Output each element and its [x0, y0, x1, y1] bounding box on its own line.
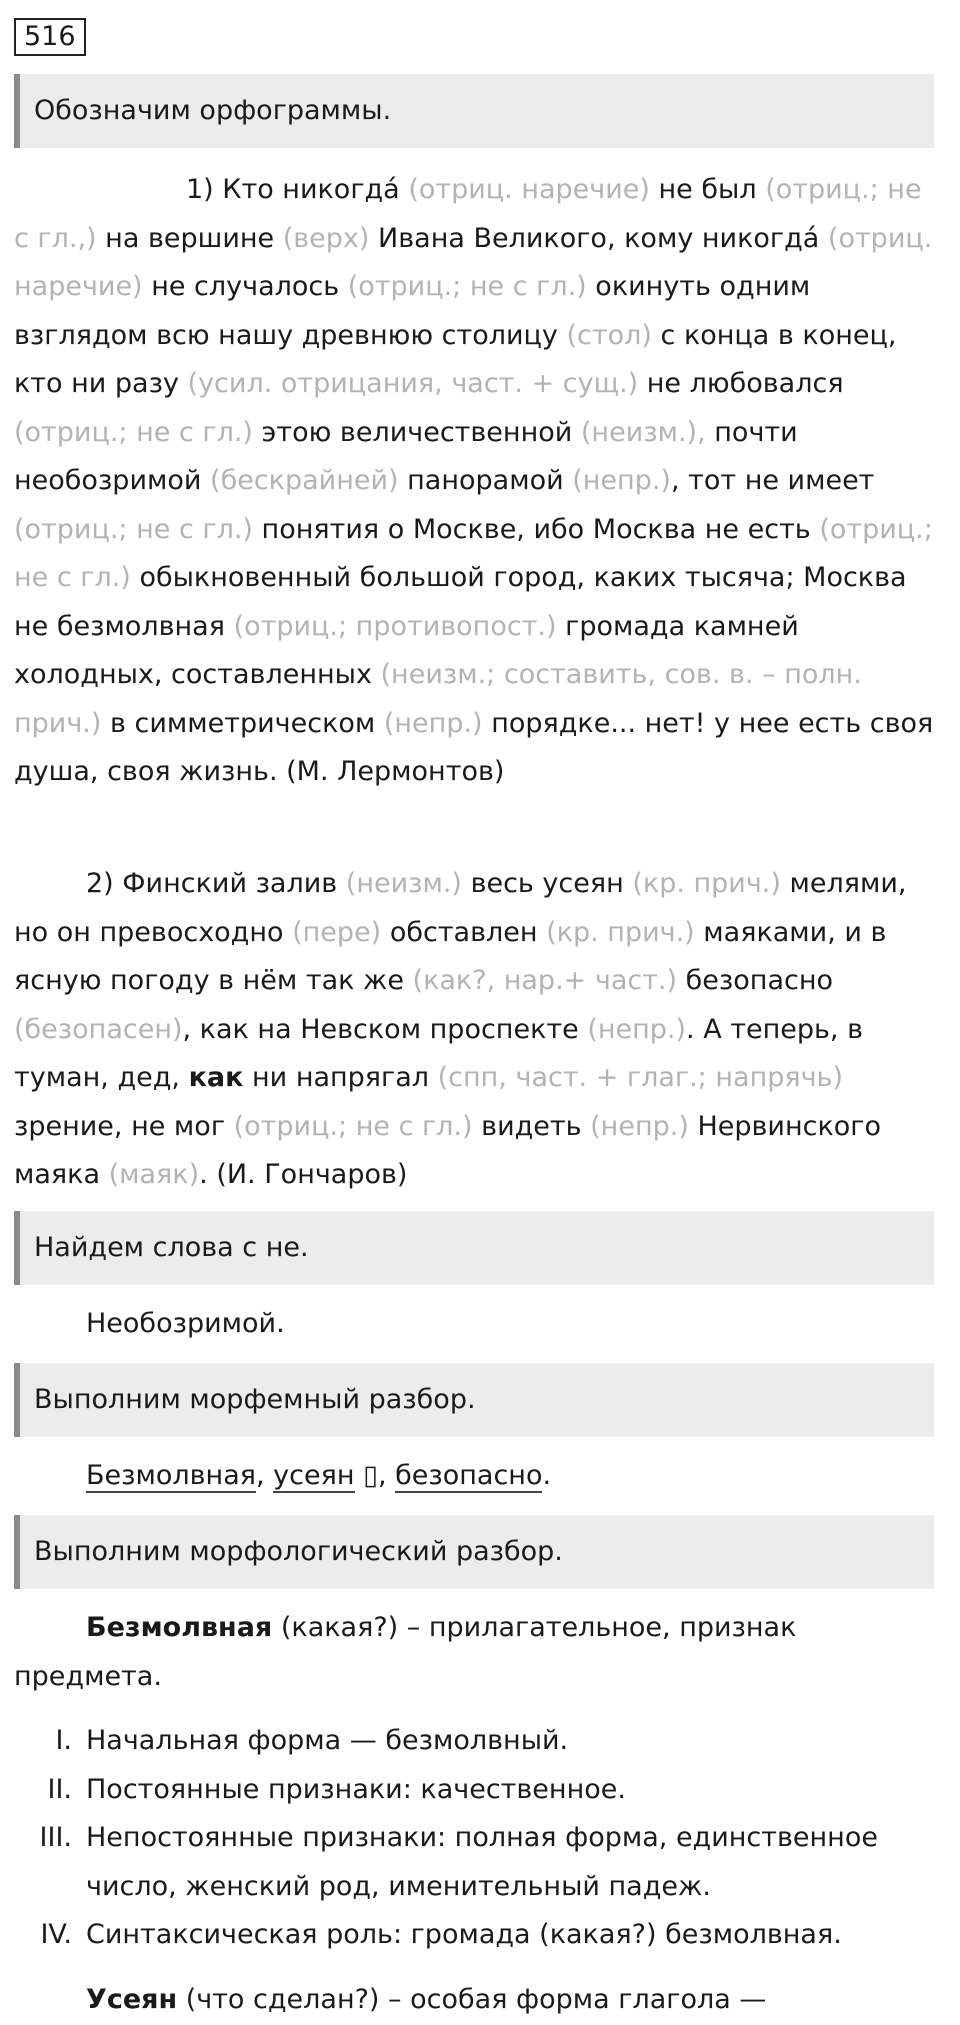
- section-ne-words: Найдем слова с не.: [14, 1211, 934, 1285]
- item-text: Синтаксическая роль: громада (какая?) безмолвная.: [86, 1919, 842, 1950]
- note: (безопасен): [14, 1013, 183, 1045]
- text2-part: Нервинского маяка: [14, 1110, 881, 1190]
- text1-part: панорамой: [407, 465, 564, 496]
- text1-part: окинуть одним взглядом всю нашу древнюю столицу: [14, 271, 811, 351]
- note: (неизм.): [345, 868, 462, 899]
- section-morphemic: Выполним морфемный разбор.: [14, 1363, 934, 1437]
- next-word: Усеян: [86, 1984, 178, 2015]
- item-number: III.: [39, 1822, 72, 1853]
- note: (верх): [282, 222, 370, 254]
- text2-part: обставлен: [389, 916, 538, 948]
- text1-part: громада камней холодных, составленных: [14, 610, 799, 690]
- item-text: Начальная форма — безмолвный.: [86, 1725, 569, 1756]
- text1-part: этою величественной: [261, 416, 573, 448]
- morph-list: [14, 1717, 934, 1960]
- note: (непр.): [590, 1110, 689, 1142]
- note: (непр.): [383, 707, 483, 739]
- note: (непр.): [587, 1013, 687, 1045]
- text2-part: безопасно: [685, 965, 834, 996]
- text1-part: на вершине: [105, 222, 275, 254]
- note: (отриц.; не с гл.): [14, 513, 933, 593]
- note: (отриц. наречие): [408, 174, 650, 205]
- item-text: Постоянные признаки: качественное.: [86, 1773, 626, 1805]
- morph-next: [14, 1976, 934, 2025]
- item-number: I.: [55, 1725, 72, 1756]
- text2-part: видеть: [481, 1110, 582, 1142]
- morph-word: усеян: [273, 1460, 355, 1491]
- text2-part: ни напрягал: [252, 1062, 430, 1093]
- note: (спп, част. + глаг.; напрячь): [437, 1062, 843, 1093]
- text2-part: мелями, но он превосходно: [14, 868, 907, 948]
- ne-result: [14, 1300, 934, 1349]
- item-number: II.: [47, 1773, 72, 1805]
- text1-part: не был: [658, 174, 757, 205]
- next-rest: (что сделан?) – особая форма глагола —: [177, 1984, 767, 2015]
- note: (неизм.),: [580, 416, 706, 448]
- text1-part: порядке... нет! у нее есть своя душа, своя жизнь. (М. Лермонтов): [14, 707, 934, 787]
- text-paragraph-2: [14, 860, 934, 1200]
- text1-part: понятия о Москве, ибо Москва не есть: [261, 513, 811, 545]
- note: (отриц.; не с гл.): [347, 271, 587, 302]
- intro-word: Безмолвная: [86, 1612, 273, 1643]
- morph-word: Безмолвная: [86, 1460, 256, 1491]
- list-item: [14, 1814, 934, 1911]
- note: (кр. прич.): [546, 916, 695, 948]
- text2-part: весь усеян: [470, 868, 624, 899]
- list-item: [14, 1911, 934, 1960]
- note: (отриц.; не с гл.,): [14, 174, 922, 254]
- note: (усил. отрицания, част. + сущ.): [187, 368, 639, 399]
- item-text: Непостоянные признаки: полная форма, единственное число, женский род, именительный падеж.: [86, 1822, 878, 1902]
- note: (непр.): [572, 465, 671, 496]
- text2-part: 2) Финский залив: [86, 868, 338, 899]
- text1-part: в симметрическом: [110, 707, 376, 739]
- note: (отриц.; не с гл.): [14, 416, 253, 448]
- text1-part: обыкновенный большой город, каких тысяча; Москва не безмолвная: [14, 562, 907, 642]
- note: (маяк): [108, 1159, 200, 1190]
- text2-part: маяками, и в ясную погоду в нём так же: [14, 916, 887, 996]
- text1-part: не любовался: [646, 368, 844, 399]
- ne-result-word: Необозримой.: [86, 1308, 285, 1339]
- note: (кр. прич.): [632, 868, 781, 899]
- intro-rest: (какая?) – прилагательное, признак предмета.: [14, 1612, 797, 1692]
- note: (отриц.; не с гл.): [14, 513, 253, 545]
- note: (неизм.; составить, сов. в. – полн. прич.): [14, 659, 862, 739]
- note: (пере): [292, 916, 382, 948]
- note: (отриц.; не с гл.): [233, 1110, 473, 1142]
- section-morphological: Выполним морфологический разбор.: [14, 1515, 934, 1589]
- note: (отриц. наречие): [14, 222, 933, 302]
- text1-part: с конца в конец, кто ни разу: [14, 319, 897, 399]
- note: (как?, нар.+ част.): [412, 965, 678, 996]
- note: (стол): [566, 319, 652, 351]
- note: (отриц.; противопост.): [233, 610, 557, 642]
- text1-part: , тот не имеет: [670, 465, 875, 496]
- text2-bold: как: [188, 1062, 244, 1093]
- text2-part: , как на Невском проспекте: [182, 1013, 579, 1045]
- morph-word: безопасно: [395, 1460, 543, 1491]
- text1-part: 1) Кто никогда́: [186, 174, 400, 205]
- text-paragraph-1: [14, 166, 934, 797]
- list-item: [14, 1717, 934, 1766]
- text2-part: . А теперь, в туман, дед,: [14, 1013, 863, 1093]
- text2-part: . (И. Гончаров): [199, 1159, 408, 1190]
- list-item: [14, 1766, 934, 1815]
- note: (бескрайней): [210, 465, 399, 496]
- morph-words: Безмолвная, усеян ▯, безопасно.: [86, 1460, 552, 1491]
- section-orthograms: Обозначим орфограммы.: [14, 74, 934, 148]
- exercise-number: 516: [14, 18, 86, 56]
- text2-part: зрение, не мог: [14, 1110, 226, 1142]
- text1-part: почти необозримой: [14, 416, 798, 496]
- item-number: IV.: [40, 1919, 72, 1950]
- morph-intro: [14, 1604, 934, 1701]
- text1-part: не случалось: [151, 271, 340, 302]
- text1-part: Ивана Великого, кому никогда́: [378, 222, 820, 254]
